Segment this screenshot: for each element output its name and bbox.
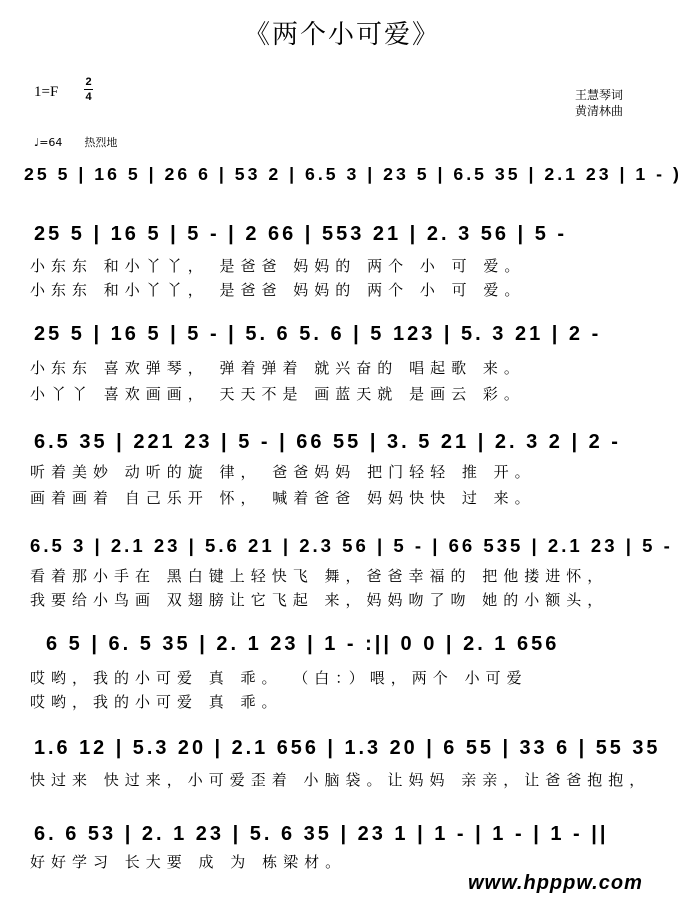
notation-line: 6.5 35 | 221 23 | 5 - | 66 55 | 3. 5 21 | 2. 3 2 | 2 - [34, 431, 621, 453]
lyric-line: 哎哟，我的小可爱 真 乖。 [30, 693, 283, 711]
watermark-text: www.hpppw.com [468, 872, 643, 894]
score-row [20, 316, 664, 352]
song-title: 《两个小可爱》 [243, 20, 440, 50]
score-row [20, 216, 664, 252]
notation-line: 1.6 12 | 5.3 20 | 2.1 656 | 1.3 20 | 6 55 | 33 6 | 55 35 [34, 737, 661, 759]
lyricist-credit: 王慧琴词 [575, 88, 624, 102]
lyric-line: 快过来 快过来，小可爱歪着 小脑袋。让妈妈 亲亲，让爸爸抱抱， [30, 771, 651, 789]
lyric-line: 小东东 和小丫丫， 是爸爸 妈妈的 两个 小 可 爱。 [30, 257, 526, 275]
notation-line: 25 5 | 16 5 | 26 6 | 53 2 | 6.5 3 | 23 5 | 6.5 35 | 2.1 23 | 1 - ) [24, 164, 682, 184]
time-signature [84, 76, 93, 103]
lyric-line: 我要给小鸟画 双翅膀让它飞起 来，妈妈吻了吻 她的小额头， [30, 591, 609, 609]
lyric-line: 小丫丫 喜欢画画， 天天不是 画蓝天就 是画云 彩。 [30, 385, 525, 403]
score-row [20, 626, 664, 662]
lyric-line: 小东东 和小丫丫， 是爸爸 妈妈的 两个 小 可 爱。 [30, 281, 526, 299]
notation-line: 25 5 | 16 5 | 5 - | 2 66 | 553 21 | 2. 3 56 | 5 - [34, 223, 568, 245]
score-row-intro [20, 156, 682, 192]
composer-credit: 黄清林曲 [575, 104, 624, 118]
tempo-value: ♩=64 [34, 136, 63, 149]
score-row [20, 528, 673, 564]
lyric-line: 看着那小手在 黑白键上轻快飞 舞，爸爸幸福的 把他搂进怀， [30, 567, 609, 585]
notation-line: 6 5 | 6. 5 35 | 2. 1 23 | 1 - :|| 0 0 | 2. 1 656 [46, 633, 560, 655]
tempo-expression: 热烈地 [84, 136, 118, 149]
score-row [20, 424, 664, 460]
lyric-line: 好好学习 长大要 成 为 栋梁材。 [30, 853, 347, 871]
tempo-marking [34, 134, 117, 150]
notation-line: 6. 6 53 | 2. 1 23 | 5. 6 35 | 23 1 | 1 - | 1 - | 1 - || [34, 823, 609, 845]
notation-line: 6.5 3 | 2.1 23 | 5.6 21 | 2.3 56 | 5 - | 66 535 | 2.1 23 | 5 - [30, 535, 673, 556]
lyric-line: 小东东 喜欢弹琴， 弹着弹着 就兴奋的 唱起歌 来。 [30, 359, 525, 377]
lyric-line: 画着画着 自己乐开 怀， 喊着爸爸 妈妈快快 过 来。 [30, 489, 536, 507]
score-row [20, 816, 664, 852]
lyric-line: 哎哟，我的小可爱 真 乖。 （白：）喂，两个 小可爱 [30, 669, 528, 687]
time-signature-top: 2 [85, 76, 92, 88]
lyric-line: 听着美妙 动听的旋 律， 爸爸妈妈 把门轻轻 推 开。 [30, 463, 536, 481]
score-row [20, 730, 664, 766]
time-signature-bottom: 4 [85, 91, 92, 103]
notation-line: 25 5 | 16 5 | 5 - | 5. 6 5. 6 | 5 123 | 5. 3 21 | 2 - [34, 323, 602, 345]
key-signature: 1=F [34, 84, 59, 100]
